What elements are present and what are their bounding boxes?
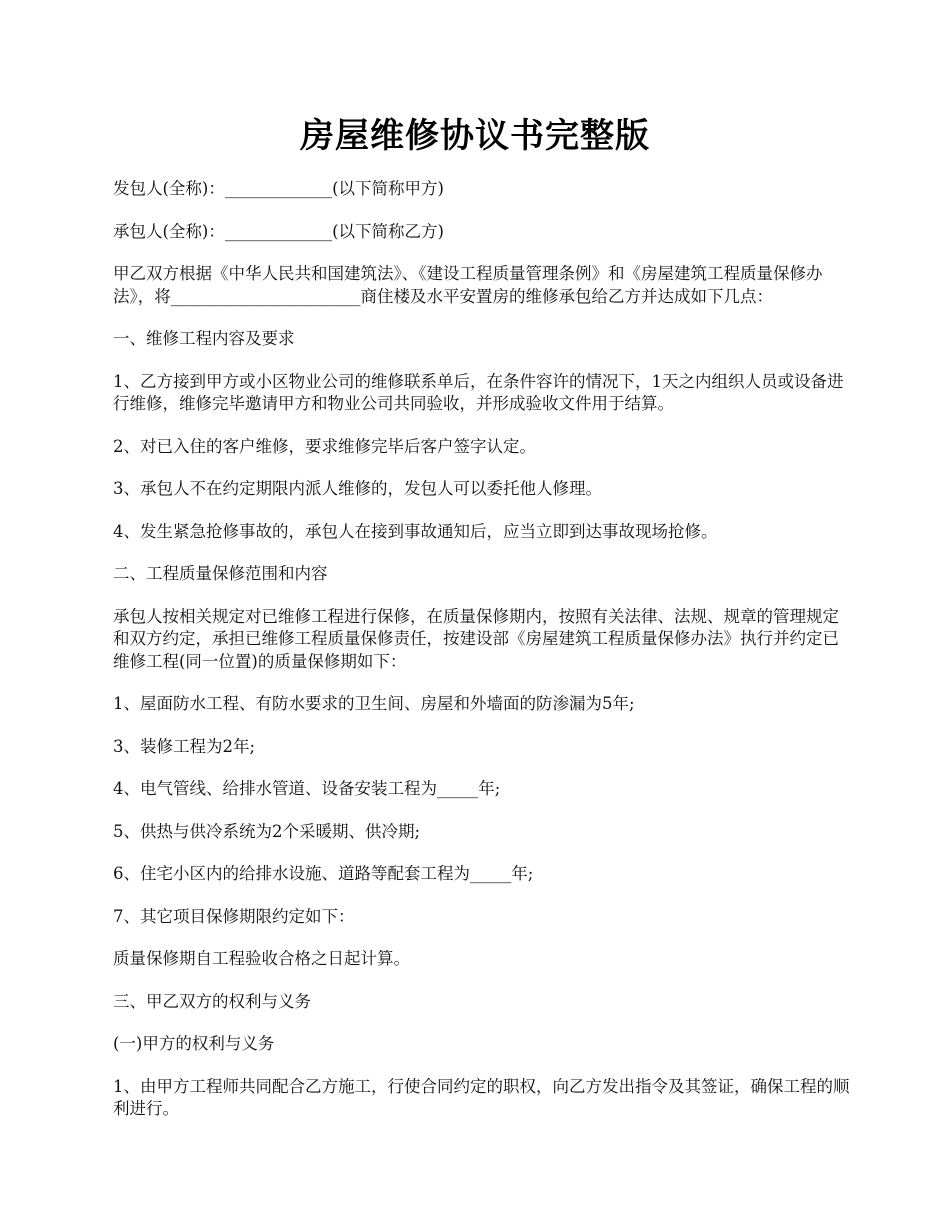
- warranty-start-note: 质量保修期自工程验收合格之日起计算。: [113, 949, 410, 968]
- section-heading-2: 二、工程质量保修范围和内容: [113, 564, 328, 583]
- section-heading-1: 一、维修工程内容及要求: [113, 329, 295, 348]
- warranty-item: 4、电气管线、给排水管道、设备安装工程为_____年;: [113, 779, 501, 798]
- subsection-heading: (一)甲方的权利与义务: [113, 1034, 275, 1053]
- warranty-item: 7、其它项目保修期限约定如下：: [113, 906, 355, 926]
- clause-paragraph: 3、承包人不在约定期限内派人维修的，发包人可以委托他人修理。: [113, 479, 602, 498]
- document-body: [113, 178, 853, 1141]
- warranty-intro-paragraph: 承包人按相关规定对已维修工程进行保修，在质量保修期内，按照有关法律、法规、规章的管理规定和双方约定，承担已维修工程质量保修责任，按建设部《房屋建筑工程质量保修办法》执行并约定已维修工程(同一位置)的质量保修期如下：: [113, 606, 839, 671]
- warranty-item: 3、装修工程为2年;: [113, 736, 256, 756]
- warranty-item: 1、屋面防水工程、有防水要求的卫生间、房屋和外墙面的防渗漏为5年;: [113, 694, 635, 713]
- clause-paragraph: 4、发生紧急抢修事故的，承包人在接到事故通知后，应当立即到达事故现场抢修。: [113, 521, 718, 541]
- party-a-line: 发包人(全称)：_____________(以下简称甲方): [113, 179, 444, 198]
- preamble-paragraph: 甲乙双方根据《中华人民共和国建筑法》、《建设工程质量管理条例》和《房屋建筑工程质量保修办法》，将_______________________商住楼及水平安置房的维修承包给乙方并达成如下几点：: [113, 264, 823, 306]
- warranty-item: 6、住宅小区内的给排水设施、道路等配套工程为_____年;: [113, 864, 534, 883]
- clause-paragraph: 2、对已入住的客户维修，要求维修完毕后客户签字认定。: [113, 436, 536, 456]
- party-b-line: 承包人(全称)：_____________(以下简称乙方): [113, 221, 444, 241]
- warranty-item: 5、供热与供冷系统为2个采暖期、供冷期;: [113, 821, 421, 841]
- document-title: 房屋维修协议书完整版: [300, 116, 650, 156]
- section-heading-3: 三、甲乙双方的权利与义务: [113, 991, 311, 1011]
- clause-paragraph: 1、乙方接到甲方或小区物业公司的维修联系单后，在条件容许的情况下，1天之内组织人员或设备进行维修，维修完毕邀请甲方和物业公司共同验收，并形成验收文件用于结算。: [113, 371, 844, 413]
- clause-paragraph: 1、由甲方工程师共同配合乙方施工，行使合同约定的职权，向乙方发出指令及其签证，确保工程的顺利进行。: [113, 1076, 850, 1118]
